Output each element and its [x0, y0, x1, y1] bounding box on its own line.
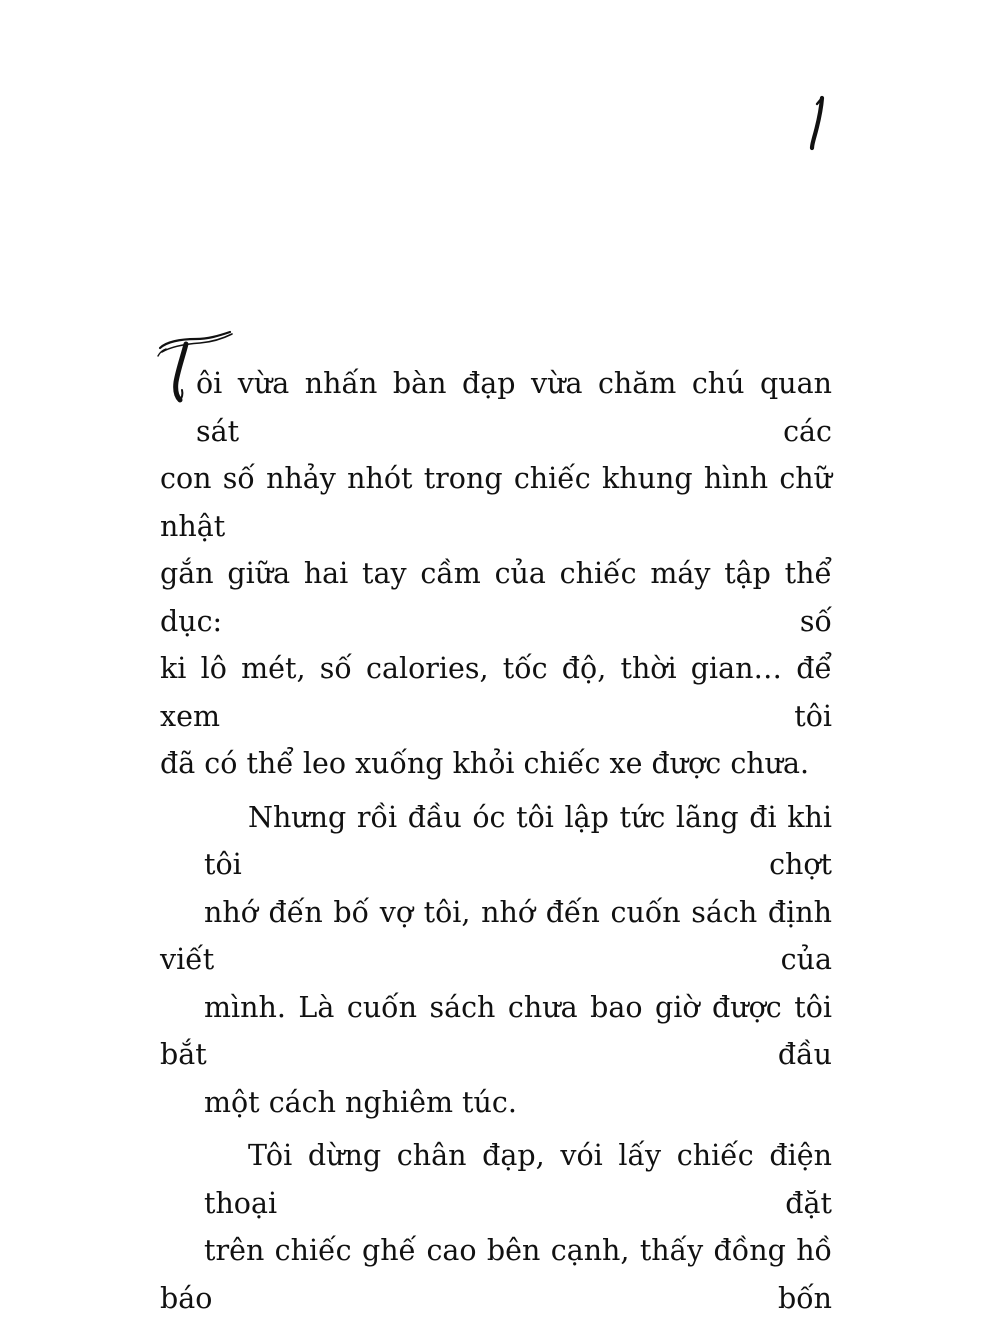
text-line: ki lô mét, số calories, tốc độ, thời gian… để xem tôi	[160, 652, 832, 733]
paragraph-2	[160, 794, 832, 1127]
text-line: con số nhảy nhót trong chiếc khung hình chữ nhật	[160, 462, 832, 543]
text-line: một cách nghiêm túc.	[204, 1085, 517, 1119]
paragraph-1	[160, 360, 832, 788]
text-line: trên chiếc ghế cao bên cạnh, thấy đồng hồ báo bốn	[160, 1234, 832, 1315]
text-line: Nhưng rồi đầu óc tôi lập tức lãng đi khi tôi chợt	[204, 800, 832, 881]
text-line: gắn giữa hai tay cầm của chiếc máy tập thể dục: số	[160, 557, 832, 638]
text-line: Tôi dừng chân đạp, vói lấy chiếc điện thoại đặt	[204, 1139, 832, 1220]
text-line: ôi vừa nhấn bàn đạp vừa chăm chú quan sát các	[196, 367, 832, 448]
paragraph-3	[160, 1132, 832, 1322]
text-line: đã có thể leo xuống khỏi chiếc xe được chưa.	[160, 747, 810, 780]
text-line: nhớ đến bố vợ tôi, nhớ đến cuốn sách định viết của	[160, 895, 832, 976]
body-text	[160, 360, 832, 1322]
chapter-number-glyph	[788, 88, 848, 158]
text-line: mình. Là cuốn sách chưa bao giờ được tôi bắt đầu	[160, 990, 832, 1071]
chapter-number	[788, 88, 848, 158]
